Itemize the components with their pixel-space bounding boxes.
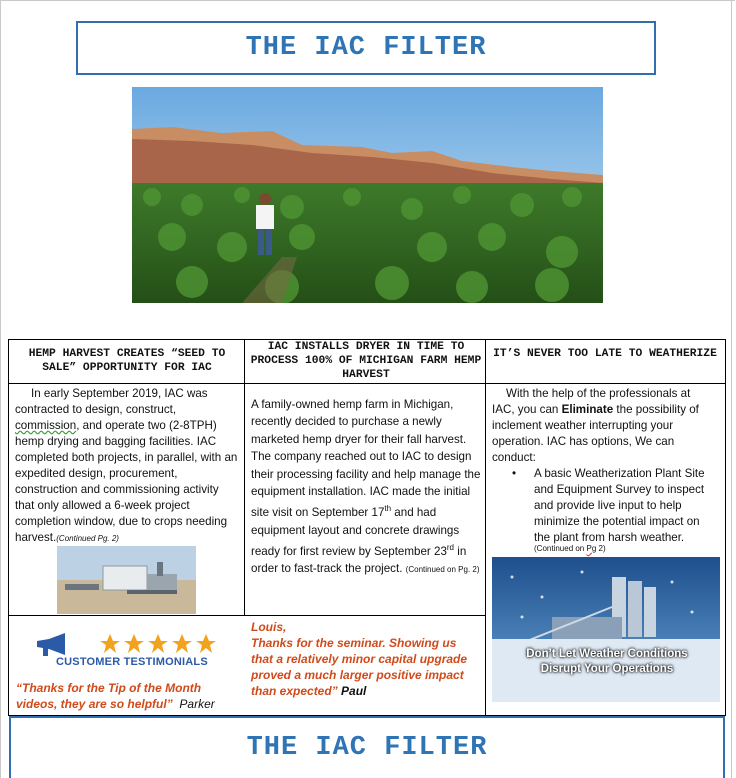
testimonial-1-quote: “Thanks for the Tip of the Month videos, they are so helpful” [16, 681, 202, 711]
customer-testimonials-label: CUSTOMER TESTIMONIALS [56, 656, 208, 668]
article-2-body [251, 396, 481, 579]
masthead [76, 21, 656, 75]
article-3-bullet-item [512, 466, 714, 546]
table-border-right [725, 339, 726, 716]
article-3-body-bold: Eliminate [561, 403, 614, 416]
article-1-body-part-2: , and operate two (2-8TPH) hemp drying and bagging facilities. IAC completed both projects, in parallel, with an expedited design, procurement, construction and commissioning activity that only allowed a 6-week project completion window, due to crops needing harvest. [15, 419, 238, 544]
testimonial-1 [16, 680, 236, 712]
article-3-bullet-text: A basic Weatherization Plant Site and Equipment Survey to inspect and provide live input to help minimize the potential impact on the plant from harsh weather. [534, 467, 705, 544]
article-3-continued-part-1: (Continued on [534, 544, 585, 553]
table-header-divider [8, 383, 726, 384]
article-3-heading: IT’S NEVER TOO LATE TO WEATHERIZE [493, 348, 717, 360]
testimonial-2-author: Paul [341, 684, 367, 698]
page-border-top [0, 0, 735, 1]
article-3-continued [534, 544, 606, 554]
article-1-continued: (Continued Pg. 2) [56, 534, 119, 543]
table-row-divider-left [8, 615, 486, 616]
article-3-body-part-1: With the help of the professionals at IAC, you can [492, 387, 691, 416]
footer-title: THE IAC FILTER [246, 733, 488, 763]
testimonial-2 [251, 619, 481, 699]
footer-masthead [9, 716, 725, 778]
article-2-body-part-1: A family-owned hemp farm in Michigan, recently decided to purchase a newly marketed hemp dryer for their fall harvest. The company reached out to IAC to design their processing facility and help manage the equipment installation. IAC made the initial site visit on September 17 [251, 398, 481, 520]
article-1-photo-facility [57, 546, 196, 614]
article-2-sup-1: th [384, 504, 392, 514]
article-3-photo-plant-snow [492, 557, 720, 702]
article-3-photo-caption: Don’t Let Weather Conditions Disrupt Your Operations [526, 648, 688, 675]
article-2-body-part-3: in order to fast-track the project. [251, 544, 467, 576]
masthead-title: THE IAC FILTER [245, 33, 487, 63]
article-3-continued-part-2: 2) [596, 544, 606, 553]
hero-photo-hemp-field [132, 87, 603, 303]
testimonial-2-quote: Thanks for the seminar. Showing us that a relatively minor capital upgrade proved a much larger positive impact than expected” [251, 636, 468, 698]
article-3-continued-pg: Pg [586, 544, 597, 553]
article-3-body [492, 386, 712, 466]
rating-stars-icon [99, 633, 219, 655]
article-1-body-part-1: In early September 2019, IAC was contracted to design, construct, [15, 387, 208, 416]
bullet-icon: • [512, 467, 517, 480]
article-2-body-part-2: and had equipment layout and concrete drawings ready for first review by September 23 [251, 506, 460, 558]
page-border-left [0, 0, 1, 778]
table-col-divider-2 [485, 339, 486, 716]
article-1-heading: HEMP HARVEST CREATES “SEED TO SALE” OPPORTUNITY FOR IAC [28, 348, 226, 374]
article-2-continued: (Continued on Pg. 2) [405, 565, 480, 575]
article-3-body-part-2: the possibility of inclement weather interrupting your operation. IAC has options, We can conduct: [492, 403, 699, 464]
article-2-sup-2: rd [446, 543, 455, 553]
article-1-body-underlined: commission [15, 419, 77, 432]
table-border-left [8, 339, 9, 716]
article-2-heading: IAC INSTALLS DRYER IN TIME TO PROCESS 100% OF MICHIGAN FARM HEMP HARVEST [250, 341, 482, 381]
testimonial-2-salutation: Louis, [251, 620, 287, 634]
testimonial-1-author: Parker [179, 697, 215, 711]
article-1-body [15, 386, 241, 547]
table-col-divider-1 [244, 339, 245, 616]
page-border-right [731, 0, 732, 778]
